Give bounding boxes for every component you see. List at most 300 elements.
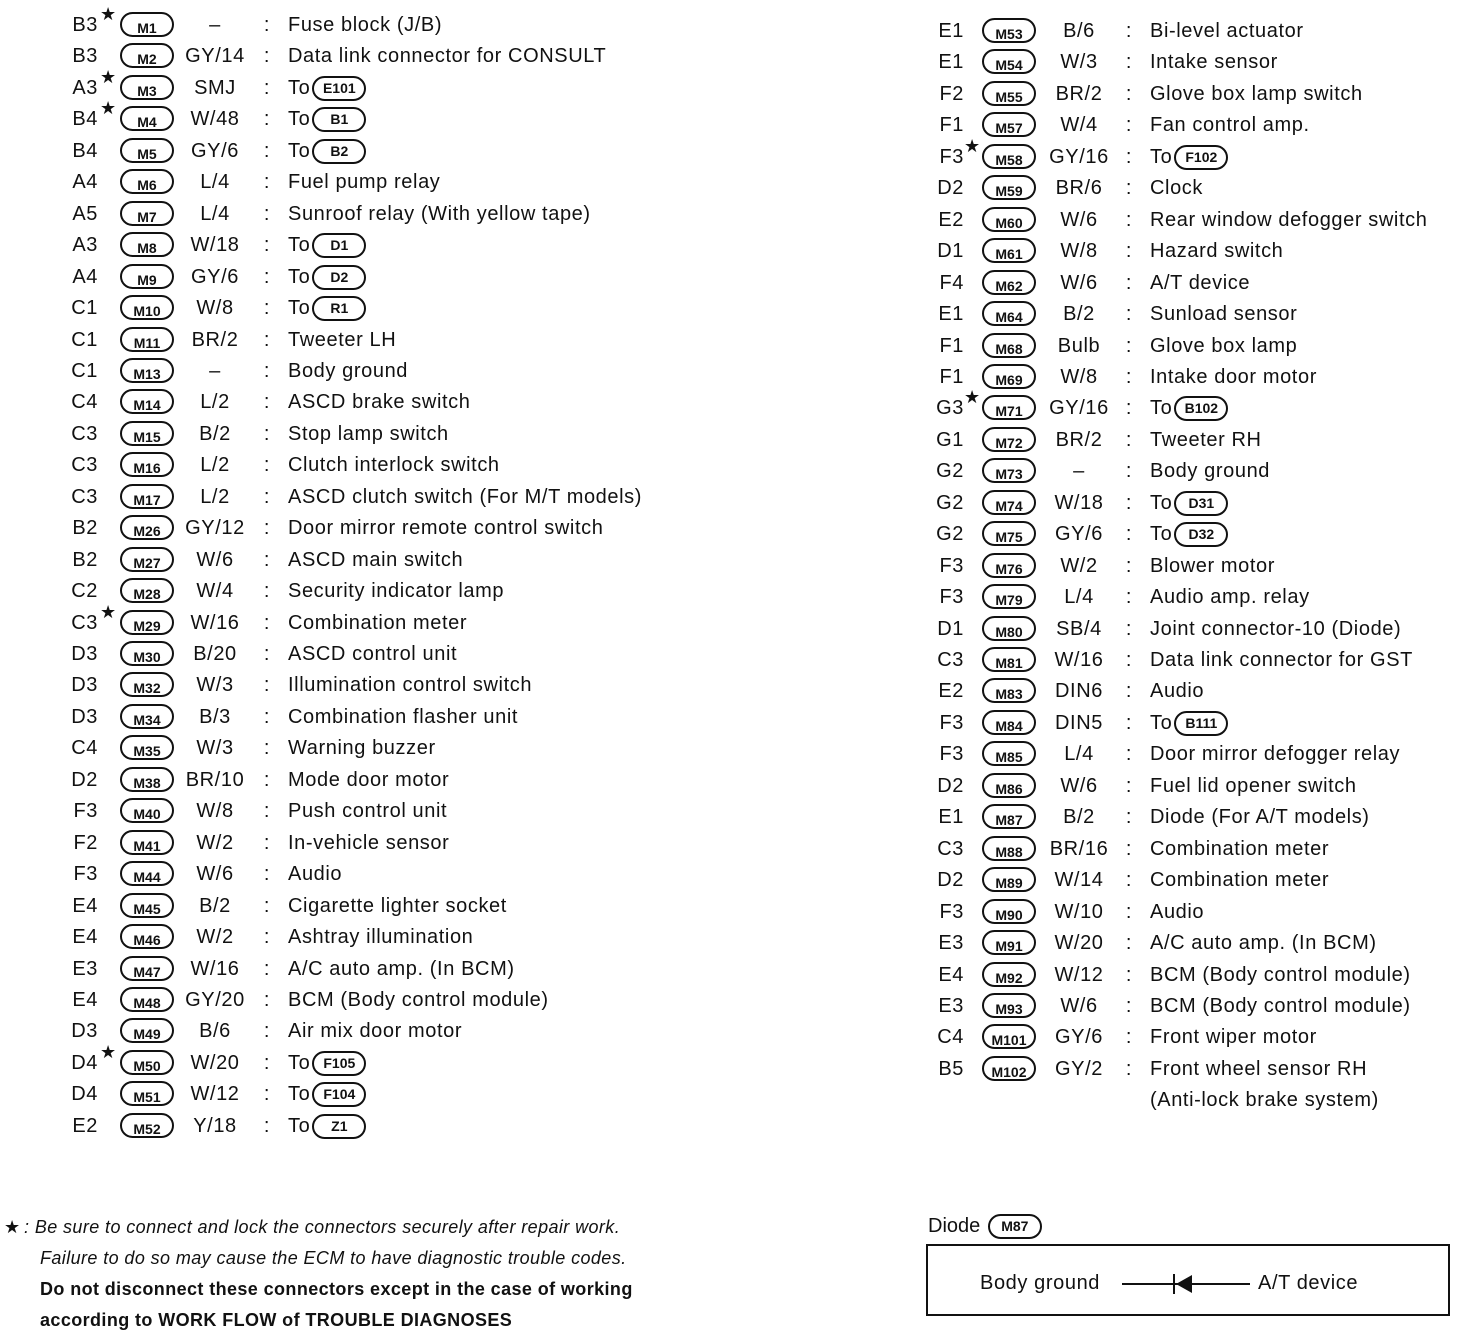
grid-reference: C3 [71,611,98,634]
description-text: Audio [288,863,343,886]
connector-badge: M53 [982,18,1036,43]
star-icon: ★ [100,601,117,622]
connector-description [288,388,470,416]
connector-badge: M50 [120,1050,174,1075]
diode-symbol-icon [1120,1272,1252,1296]
connector-spec: W/4 [196,580,234,603]
connector-spec: W/2 [196,831,234,854]
connector-spec: W/12 [190,1083,240,1106]
grid-reference: F4 [939,271,964,294]
description-text: Mode door motor [288,768,450,791]
grid-reference: D3 [71,643,98,665]
connector-spec: L/2 [200,391,230,414]
connector-spec: GY/12 [185,517,245,540]
connector-spec: W/6 [196,863,234,886]
connector-badge: M10 [120,295,174,320]
connector-badge: M55 [982,81,1036,106]
colon-separator: : [263,171,271,194]
description-text: To [288,234,311,257]
connector-badge: M3 [120,75,174,100]
connector-badge: M5 [120,138,174,163]
connector-spec: BR/2 [191,328,239,351]
colon-separator: : [263,548,271,571]
grid-reference: F1 [939,334,964,357]
connector-spec: W/3 [196,737,234,760]
connector-description [1150,740,1400,768]
grid-reference: C1 [71,359,98,382]
grid-reference: E2 [938,680,964,703]
colon-separator: : [1125,240,1133,263]
description-text: Sunroof relay (With yellow tape) [288,202,591,225]
connector-description [288,137,366,165]
grid-reference: D1 [937,617,964,640]
description-text: ASCD brake switch [288,391,471,414]
connector-badge: M85 [982,741,1036,766]
grid-reference: C3 [937,649,964,671]
connector-spec: GY/6 [1055,523,1103,546]
connector-badge: M45 [120,893,174,918]
grid-reference: E1 [938,51,964,74]
description-text: Combination meter [1150,837,1330,860]
connector-spec: W/8 [196,800,234,823]
grid-reference: B2 [72,517,98,540]
colon-separator: : [263,674,271,697]
target-connector-badge: B102 [1174,396,1228,421]
colon-separator: : [1125,145,1133,168]
connector-spec: DIN5 [1055,711,1103,734]
colon-separator: : [1125,994,1133,1017]
connector-description [288,168,440,196]
colon-separator: : [263,800,271,823]
connector-badge: M28 [120,578,174,603]
grid-reference: A3 [72,234,98,257]
connector-badge: M44 [120,861,174,886]
connector-badge: M92 [982,962,1036,987]
description-text: To [1150,491,1173,514]
connector-description [1150,835,1329,863]
grid-reference: A5 [72,202,98,225]
connector-description [288,703,518,731]
connector-description [288,74,366,102]
connector-description [1150,17,1304,45]
connector-spec: W/10 [1054,900,1104,923]
connector-spec: W/16 [190,957,240,980]
grid-reference: C3 [71,454,98,477]
connector-badge: M54 [982,49,1036,74]
colon-separator: : [1125,491,1133,514]
connector-spec: B/3 [199,705,231,728]
description-text: To [288,108,311,131]
colon-separator: : [263,894,271,917]
description-text: Body ground [1150,460,1271,483]
connector-badge: M4 [120,106,174,131]
connector-description [288,609,467,637]
connector-spec: W/6 [1060,271,1098,294]
description-text: Illumination control switch [288,674,533,697]
colon-separator: : [1125,932,1133,955]
description-text: Sunload sensor [1150,303,1298,326]
connector-badge: M79 [982,584,1036,609]
colon-separator: : [1125,303,1133,326]
description-text: Cigarette lighter socket [288,894,507,917]
description-text: To [288,1051,311,1074]
connector-spec: B/2 [199,894,231,917]
colon-separator: : [1125,523,1133,546]
connector-description [1150,677,1204,705]
footnote-line-2: Failure to do so may cause the ECM to have diagnostic trouble codes. [40,1248,627,1268]
grid-reference: F3 [939,711,964,734]
colon-separator: : [1125,428,1133,451]
connector-description [288,42,606,70]
connector-spec: W/2 [196,926,234,949]
colon-separator: : [1125,649,1133,671]
colon-separator: : [1125,743,1133,766]
grid-reference: E3 [938,932,964,955]
diode-diagram [926,1244,1450,1316]
connector-description [288,1017,462,1045]
grid-reference: F3 [939,145,964,168]
connector-description [288,200,591,228]
connector-description [1150,237,1283,265]
target-connector-badge: F104 [312,1082,366,1107]
colon-separator: : [263,1083,271,1106]
connector-badge: M40 [120,798,174,823]
connector-description [1150,489,1228,517]
colon-separator: : [263,643,271,665]
colon-separator: : [263,1051,271,1074]
connector-description [1150,552,1275,580]
connector-spec: B/2 [199,422,231,445]
grid-reference: F1 [939,114,964,137]
colon-separator: : [1125,1057,1133,1080]
grid-reference: B5 [938,1057,964,1080]
colon-separator: : [263,391,271,414]
grid-reference: C3 [71,422,98,445]
connector-badge: M6 [120,169,174,194]
grid-reference: D4 [71,1083,98,1106]
colon-separator: : [263,1020,271,1043]
diode-heading [928,1213,1042,1239]
connector-description [1150,772,1357,800]
connector-description [1150,866,1329,894]
connector-description [1150,1055,1367,1083]
connector-description [1150,269,1250,297]
connector-description [288,514,603,542]
description-text: A/T device [1150,271,1251,294]
connector-description [1150,898,1204,926]
connector-spec: W/20 [190,1051,240,1074]
colon-separator: : [263,139,271,162]
connector-description [1150,520,1228,548]
description-text: Body ground [288,359,409,382]
star-icon: ★ [964,387,981,408]
grid-reference: F3 [73,863,98,886]
connector-description [288,483,642,511]
colon-separator: : [1125,837,1133,860]
description-text: ASCD clutch switch (For M/T models) [288,485,643,508]
grid-reference: D3 [71,674,98,697]
connector-badge: M30 [120,641,174,666]
colon-separator: : [1125,774,1133,797]
connector-badge: M89 [982,867,1036,892]
connector-badge: M11 [120,327,174,352]
connector-description [1150,174,1203,202]
connector-badge: M102 [982,1056,1036,1081]
connector-description [1150,583,1310,611]
connector-spec: B/2 [1063,303,1095,326]
connector-badge: M57 [982,112,1036,137]
target-connector-badge: Z1 [312,1114,366,1139]
connector-description [1150,961,1411,989]
connector-spec: BR/2 [1055,82,1103,105]
description-text: In-vehicle sensor [288,831,450,854]
connector-badge: M52 [120,1113,174,1138]
grid-reference: D2 [937,774,964,797]
connector-spec: – [1073,460,1085,483]
connector-spec: W/3 [196,674,234,697]
description-text: Combination meter [1150,869,1330,892]
connector-description [1150,111,1310,139]
description-text: Fuel pump relay [288,171,441,194]
colon-separator: : [263,926,271,949]
description-text: To [1150,523,1173,546]
colon-separator: : [1125,334,1133,357]
description-text: Diode (For A/T models) [1150,806,1370,829]
grid-reference: C2 [71,580,98,603]
connector-spec: W/6 [1060,774,1098,797]
connector-badge: M13 [120,358,174,383]
connector-description [288,829,449,857]
grid-reference: E3 [72,957,98,980]
connector-badge: M2 [120,43,174,68]
connector-spec: GY/6 [191,265,239,288]
grid-reference: G2 [936,523,964,546]
colon-separator: : [263,611,271,634]
grid-reference: F1 [939,365,964,388]
connector-badge: M60 [982,207,1036,232]
connector-spec: BR/2 [1055,428,1103,451]
connector-badge: M61 [982,238,1036,263]
connector-spec: W/6 [1060,994,1098,1017]
colon-separator: : [263,328,271,351]
connector-badge: M93 [982,993,1036,1018]
grid-reference: B3 [72,45,98,68]
connector-badge: M29 [120,610,174,635]
description-text: Fan control amp. [1150,114,1310,137]
description-text: To [288,265,311,288]
connector-description [288,577,504,605]
grid-reference: G3 [936,397,964,420]
connector-badge: M87 [982,804,1036,829]
connector-badge: M16 [120,452,174,477]
grid-reference: D2 [937,177,964,200]
connector-spec: GY/16 [1049,145,1109,168]
connector-description [1150,646,1413,674]
footnote [4,1212,633,1336]
connector-description [1150,426,1262,454]
connector-spec: W/18 [1054,491,1104,514]
grid-reference: C4 [71,737,98,760]
description-text: Tweeter LH [288,328,397,351]
connector-description [288,1112,366,1140]
grid-reference: D1 [937,240,964,263]
grid-reference: F2 [73,831,98,854]
connector-spec: W/16 [1054,649,1104,671]
description-text: Security indicator lamp [288,580,505,603]
footnote-line-4: according to WORK FLOW of TROUBLE DIAGNOSES [40,1310,513,1330]
connector-spec: DIN6 [1055,680,1103,703]
connector-spec: W/48 [190,108,240,131]
description-text: Clock [1150,177,1204,200]
star-icon: ★ [100,66,117,87]
colon-separator: : [1125,869,1133,892]
connector-spec: SMJ [194,76,236,99]
description-text: ASCD main switch [288,548,464,571]
connector-badge: M86 [982,773,1036,798]
connector-description [288,986,549,1014]
grid-reference: B3 [72,14,98,36]
description-text: Front wiper motor [1150,1026,1317,1049]
target-connector-badge: R1 [312,296,366,321]
connector-spec: B/6 [199,1020,231,1043]
connector-badge: M48 [120,987,174,1012]
grid-reference: E1 [938,20,964,42]
colon-separator: : [1125,1026,1133,1049]
colon-separator: : [263,957,271,980]
connector-badge: M58 [982,144,1036,169]
diode-left-text: Body ground [980,1272,1101,1294]
connector-description [288,766,449,794]
connector-spec: W/12 [1054,963,1104,986]
connector-description [1150,80,1363,108]
connector-badge: M72 [982,427,1036,452]
description-text: Intake door motor [1150,365,1317,388]
connector-badge: M59 [982,175,1036,200]
connector-spec: Bulb [1057,334,1101,357]
connector-description [1150,332,1297,360]
colon-separator: : [263,14,271,36]
connector-badge: M46 [120,924,174,949]
diode-right-text: A/T device [1258,1272,1359,1294]
colon-separator: : [1125,460,1133,483]
connector-description [1150,300,1297,328]
description-text: BCM (Body control module) [1150,994,1411,1017]
description-text: Glove box lamp switch [1150,82,1363,105]
connector-spec: L/2 [200,454,230,477]
description-text: Data link connector for CONSULT [288,45,607,68]
grid-reference: F3 [939,586,964,609]
grid-reference: E4 [72,988,98,1011]
description-text: To [288,139,311,162]
description-text: To [288,1114,311,1137]
connector-spec: GY/6 [191,139,239,162]
connector-spec: L/4 [1064,743,1094,766]
colon-separator: : [1125,82,1133,105]
connector-badge: M90 [982,899,1036,924]
description-text: Bi-level actuator [1150,20,1304,42]
connector-description [288,892,507,920]
connector-badge: M7 [120,201,174,226]
grid-reference: A4 [72,171,98,194]
target-connector-badge: D31 [1174,491,1228,516]
connector-spec: B/2 [1063,806,1095,829]
description-text: To [1150,711,1173,734]
grid-reference: F2 [939,82,964,105]
colon-separator: : [263,45,271,68]
connector-spec: BR/16 [1049,837,1109,860]
connector-badge: M35 [120,735,174,760]
connector-spec: W/16 [190,611,240,634]
description-text: BCM (Body control module) [1150,963,1411,986]
star-icon: ★ [100,1041,117,1062]
colon-separator: : [1125,900,1133,923]
colon-separator: : [1125,554,1133,577]
colon-separator: : [263,234,271,257]
grid-reference: D2 [937,869,964,892]
connector-spec: GY/6 [1055,1026,1103,1049]
grid-reference: F3 [73,800,98,823]
description-text: To [288,76,311,99]
colon-separator: : [263,76,271,99]
connector-spec: B/6 [1063,20,1095,42]
diode-label: Diode [928,1215,981,1237]
description-text: BCM (Body control module) [288,988,549,1011]
footnote-line-1 [24,1212,633,1243]
colon-separator: : [1125,680,1133,703]
connector-spec: B/20 [193,643,237,665]
connector-badge: M74 [982,490,1036,515]
colon-separator: : [263,297,271,320]
connector-description [1150,394,1228,422]
grid-reference: D3 [71,1020,98,1043]
connector-description [288,1080,366,1108]
description-text: Combination meter [288,611,468,634]
connector-description [1150,457,1270,485]
grid-reference: E4 [938,963,964,986]
connector-description [288,860,342,888]
grid-reference: C3 [71,485,98,508]
connector-spec: W/14 [1054,869,1104,892]
connector-description [288,546,463,574]
description-text: Door mirror defogger relay [1150,743,1401,766]
description-text: Intake sensor [1150,51,1278,74]
description-text: Data link connector for GST [1150,649,1413,671]
connector-description [288,420,449,448]
grid-reference: B4 [72,139,98,162]
connector-badge: M32 [120,672,174,697]
description-text: Rear window defogger switch [1150,208,1428,231]
connector-badge: M83 [982,678,1036,703]
connector-description [1150,992,1411,1020]
colon-separator: : [263,988,271,1011]
connector-badge: M80 [982,616,1036,641]
connector-spec: W/4 [1060,114,1098,137]
connector-description [1150,48,1278,76]
colon-separator: : [1125,114,1133,137]
target-connector-badge: E101 [312,76,366,101]
grid-reference: E4 [72,926,98,949]
connector-description [288,294,366,322]
grid-reference: A4 [72,265,98,288]
colon-separator: : [1125,963,1133,986]
connector-badge: M76 [982,553,1036,578]
description-text: Air mix door motor [288,1020,463,1043]
connector-spec: – [209,359,221,382]
colon-separator: : [1125,208,1133,231]
colon-separator: : [1125,20,1133,42]
colon-separator: : [263,422,271,445]
grid-reference: C1 [71,328,98,351]
